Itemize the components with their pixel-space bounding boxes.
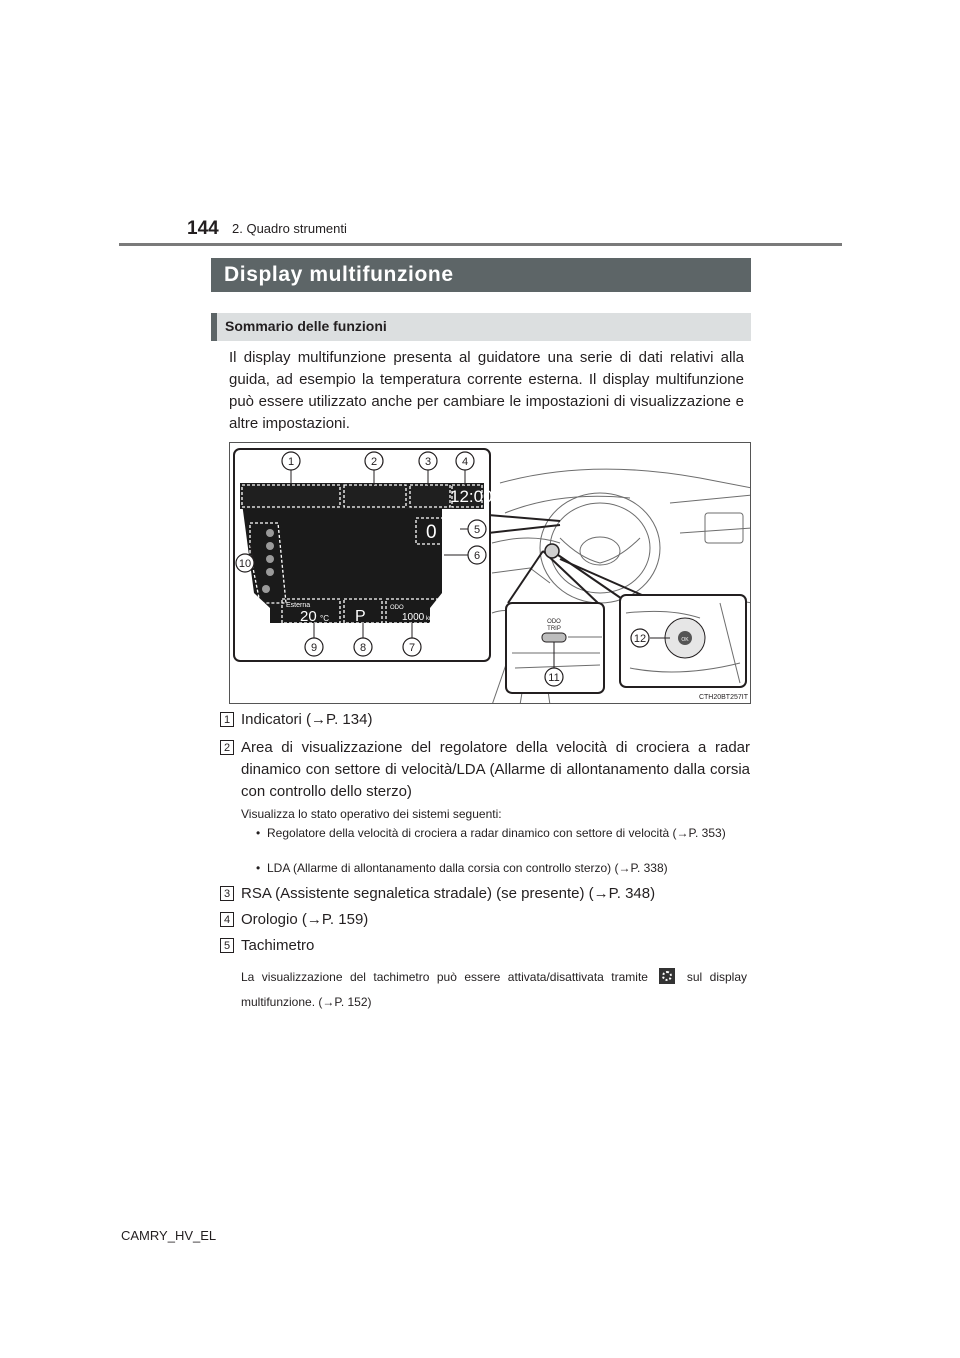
odometer-unit: km bbox=[426, 616, 434, 622]
switch-highlight bbox=[545, 544, 559, 558]
phone-icon bbox=[266, 542, 274, 550]
item-number: 4 bbox=[220, 912, 234, 927]
clock-readout: 12:00 bbox=[450, 487, 493, 506]
chapter-title: 2. Quadro strumenti bbox=[232, 221, 347, 236]
callout-12: 12 bbox=[633, 633, 647, 645]
callout-10: 10 bbox=[238, 558, 252, 570]
button-label-trip: TRIP bbox=[547, 626, 561, 632]
fuel-icon bbox=[266, 568, 274, 576]
item-text: Tachimetro bbox=[241, 937, 315, 954]
speed-readout: 0 bbox=[426, 522, 437, 543]
odometer-readout: 1000 bbox=[402, 612, 425, 623]
intro-paragraph: Il display multifunzione presenta al guidatore una serie di dati relativi alla guida, ad esempio la temperatura corrente esterna. Il display multifunzione può essere utilizzato anche per cambiare le impostazioni di visualizzazione e altre impostazioni. bbox=[229, 349, 744, 432]
bullet-dot: • bbox=[256, 826, 261, 840]
item-number: 3 bbox=[220, 886, 234, 901]
note-text-before: La visualizzazione del tachimetro può essere attivata/disattivata tramite bbox=[241, 970, 648, 984]
music-icon bbox=[266, 555, 274, 563]
gear-icon bbox=[659, 968, 675, 984]
bullet-text: Regolatore della velocità di crociera a radar dinamico con settore di velocità (→P. 353) bbox=[267, 826, 726, 840]
page-number: 144 bbox=[187, 218, 219, 239]
item-2-note: Visualizza lo stato operativo dei sistemi seguenti: bbox=[241, 807, 502, 821]
callout-9: 9 bbox=[310, 642, 318, 654]
callout-2: 2 bbox=[370, 456, 378, 468]
button-label-odo: ODO bbox=[547, 619, 561, 625]
callout-1: 1 bbox=[287, 456, 295, 468]
callout-4: 4 bbox=[461, 456, 469, 468]
note-text-after: sul display multifunzione. (→P. 152) bbox=[241, 970, 747, 1009]
figure-code: CTH20BT257IT bbox=[698, 694, 748, 701]
callout-11: 11 bbox=[548, 672, 560, 684]
item-number: 1 bbox=[220, 712, 234, 727]
temperature-readout: 20 bbox=[300, 608, 317, 625]
odo-label: ODO bbox=[390, 605, 404, 611]
callout-5: 5 bbox=[473, 524, 481, 536]
outside-label: Esterna bbox=[286, 602, 311, 609]
subsection-title: Sommario delle funzioni bbox=[211, 313, 751, 341]
speed-unit: km/h bbox=[442, 534, 456, 540]
leaf-icon bbox=[266, 529, 274, 537]
header-rule bbox=[119, 243, 842, 246]
odo-trip-button bbox=[542, 633, 566, 642]
bullet-text: LDA (Allarme di allontanamento dalla corsia con controllo sterzo) (→P. 338) bbox=[267, 861, 668, 875]
settings-icon bbox=[262, 585, 270, 593]
item-text: Orologio (→P. 159) bbox=[241, 911, 369, 928]
bullet-dot: • bbox=[256, 861, 261, 875]
instrument-cluster-figure bbox=[229, 442, 751, 704]
callout-3: 3 bbox=[424, 456, 432, 468]
item-number: 2 bbox=[220, 740, 234, 755]
item-5-note bbox=[241, 965, 747, 1015]
item-text: RSA (Assistente segnaletica stradale) (se presente) (→P. 348) bbox=[241, 885, 656, 902]
gear-indicator: P bbox=[355, 608, 366, 625]
callout-8: 8 bbox=[359, 642, 367, 654]
item-text: Indicatori (→P. 134) bbox=[241, 711, 373, 728]
figure-illustration bbox=[230, 443, 751, 704]
leader-lines bbox=[488, 515, 660, 603]
svg-text:OK: OK bbox=[681, 637, 689, 643]
callout-6: 6 bbox=[473, 550, 481, 562]
callout-7: 7 bbox=[408, 642, 416, 654]
item-number: 5 bbox=[220, 938, 234, 953]
temperature-unit: °C bbox=[320, 614, 329, 623]
section-title: Display multifunzione bbox=[211, 258, 751, 292]
item-text: Area di visualizzazione del regolatore della velocità di crociera a radar dinamico con settore di velocità/LDA (Allarme di allontanamento dalla corsia con controllo dello sterzo) bbox=[241, 739, 750, 800]
footer-code: CAMRY_HV_EL bbox=[121, 1228, 217, 1243]
